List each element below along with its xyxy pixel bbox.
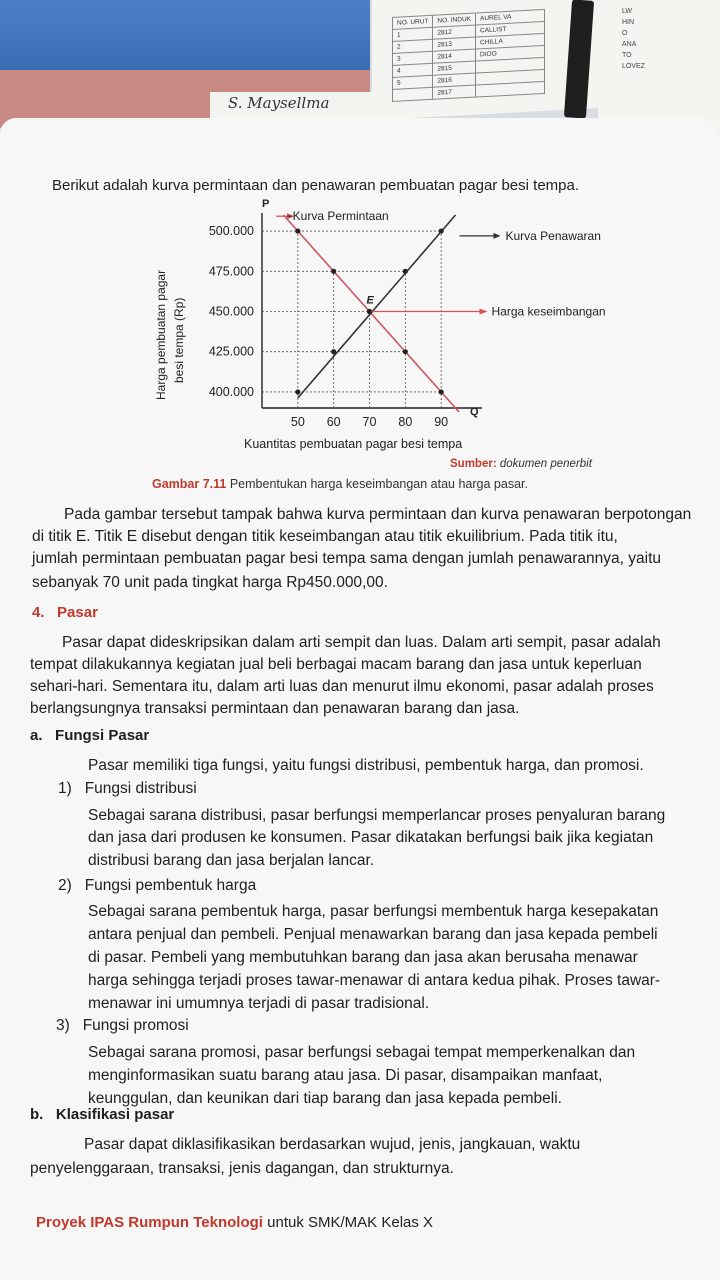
roster-cell: 2815 (433, 61, 476, 75)
figure-source (450, 458, 592, 470)
caption-text: Pembentukan harga keseimbangan atau harga pasar. (229, 477, 528, 491)
para1-line: di titik E. Titik E disebut dengan titik keseimbangan atau titik ekuilibrium. Pada titik itu, (32, 528, 618, 545)
subsection-a-heading (30, 726, 149, 746)
roster-cell: 1 (393, 27, 433, 41)
x-tick-label: 90 (434, 415, 449, 429)
roster-header: NO. URUT (393, 15, 433, 29)
para1-line: Pada gambar tersebut tampak bahwa kurva permintaan dan kurva penawaran berpotongan (64, 506, 692, 523)
section-number: 4. (32, 604, 45, 621)
roster-cell: 2 (393, 39, 433, 53)
signature: S. Maysellma (228, 94, 330, 112)
y-tick-label: 500.000 (208, 224, 254, 239)
figure-caption (152, 477, 528, 491)
roster-cell: 3 (393, 51, 433, 65)
page-footer (36, 1214, 433, 1231)
subsection-b-heading (30, 1105, 174, 1125)
para2-line: tempat dilakukannya kegiatan jual beli berbagai macam barang dan jasa untuk keperluan (30, 656, 642, 673)
para2-line: Pasar dapat dideskripsikan dalam arti sempit dan luas. Dalam arti sempit, pasar adalah (62, 634, 661, 651)
x-axis-letter: Q (470, 406, 479, 418)
subsection-b-label: b. (30, 1106, 44, 1123)
y-axis-label-line1: Harga pembuatan pagar (154, 269, 168, 400)
x-tick-label: 70 (362, 415, 377, 429)
para2-line: sehari-hari. Sementara itu, dalam arti luas dan menurut ilmu ekonomi, pasar adalah proses (30, 678, 654, 695)
roster-cell: 2813 (433, 37, 476, 51)
source-text: dokumen penerbit (499, 458, 592, 470)
supply-curve (298, 215, 456, 398)
section-title: Pasar (57, 604, 98, 621)
roster-cell (393, 87, 433, 101)
para2-line: berlangsungnya transaksi permintaan dan penawaran barang dan jasa. (30, 700, 520, 717)
section-heading (32, 603, 98, 623)
x-tick-label: 50 (290, 415, 305, 429)
roster-name: DIOO (476, 45, 545, 61)
y-tick-label: 450.000 (208, 304, 254, 319)
f3-line: menginformasikan suatu barang atau jasa. Di pasar, disampaikan manfaat, (88, 1067, 603, 1084)
supply-point (295, 389, 300, 394)
x-axis-label: Kuantitas pembuatan pagar besi tempa (244, 437, 463, 451)
x-tick-label: 80 (398, 415, 413, 429)
f2-line: di pasar. Pembeli yang membutuhkan barang dan jasa akan berusaha menawar (88, 949, 638, 966)
source-label: Sumber: (450, 458, 497, 470)
supply-label-arrowhead (494, 233, 501, 239)
list-item-3-heading: 3) Fungsi promosi (56, 1017, 189, 1034)
y-tick-label: 475.000 (208, 264, 254, 279)
footer-text: untuk SMK/MAK Kelas X (262, 1214, 434, 1231)
intro-text: Berikut adalah kurva permintaan dan penawaran pembuatan pagar besi tempa. (52, 177, 580, 194)
demand-point (439, 389, 444, 394)
f1-line: dan jasa dari produsen ke konsumen. Pasar dikatakan berfungsi baik jika kegiatan (88, 829, 654, 846)
roster-cell: 4 (393, 63, 433, 77)
y-axis-letter: P (262, 198, 270, 210)
supply-demand-chart (150, 195, 620, 460)
subsection-b-title: Klasifikasi pasar (55, 1106, 175, 1123)
subsection-a-title: Fungsi Pasar (55, 727, 150, 744)
f1-line: Sebagai sarana distribusi, pasar berfungsi memperlancar proses penyaluran barang (88, 807, 666, 824)
supply-point (367, 309, 372, 314)
roster-table (392, 9, 545, 102)
roster-cell: 2814 (433, 49, 476, 63)
roster-name: CALLIST (476, 21, 545, 37)
demand-point (295, 228, 300, 233)
f3-line: Sebagai sarana promosi, pasar berfungsi sebagai tempat memperkenalkan dan (88, 1044, 636, 1061)
para1-line: jumlah permintaan pembuatan pagar besi tempa sama dengan jumlah penawarannya, yaitu (32, 550, 662, 567)
demand-curve-label: Kurva Permintaan (292, 209, 389, 224)
supply-curve-label: Kurva Penawaran (505, 228, 601, 243)
right-roster-names: LW HIN O ANA TO LOVEZ (622, 8, 645, 70)
f2-line: antara penjual dan pembeli. Penjual menawarkan barang dan jasa kepada pembeli (88, 926, 658, 943)
x-tick-label: 60 (326, 415, 341, 429)
roster-name: AUREL VA (476, 9, 545, 25)
equilibrium-label: E (366, 294, 374, 307)
para-b-line: Pasar dapat diklasifikasikan berdasarkan wujud, jenis, jangkauan, waktu (84, 1136, 581, 1153)
roster-cell: 5 (393, 75, 433, 89)
demand-point (331, 269, 336, 274)
f2-line: Sebagai sarana pembentuk harga, pasar berfungsi membentuk harga kesepakatan (88, 903, 659, 920)
roster-cell: 2812 (433, 25, 476, 39)
roster-cell: 2817 (433, 85, 476, 99)
para-b-line: penyelenggaraan, transaksi, jenis dagangan, dan strukturnya. (30, 1160, 454, 1177)
caption-label: Gambar 7.11 (152, 477, 227, 491)
y-axis-label-line2: besi tempa (Rp) (172, 297, 186, 383)
f1-line: distribusi barang dan jasa berjalan lancar. (88, 852, 375, 869)
demand-point (403, 349, 408, 354)
roster-cell: 2816 (433, 73, 476, 87)
roster-header: NO. INDUK (433, 13, 476, 27)
f3-line: keunggulan, dan keunikan dari tiap barang dan jasa kepada pembeli. (88, 1090, 562, 1107)
subsection-a-label: a. (30, 727, 43, 744)
f2-line: harga sehingga terjadi proses tawar-menawar di antara kedua pihak. Proses tawar- (88, 972, 661, 989)
para1-line: sebanyak 70 unit pada tingkat harga Rp450.000,00. (32, 574, 388, 591)
supply-point (403, 269, 408, 274)
footer-emphasis: Proyek IPAS Rumpun Teknologi (36, 1214, 263, 1231)
roster-name: CHILLA (476, 33, 545, 49)
list-item-2-heading: 2) Fungsi pembentuk harga (58, 877, 257, 894)
equilibrium-price-label: Harga keseimbangan (491, 304, 606, 319)
equilibrium-arrowhead (480, 309, 488, 315)
list-item-1-heading: 1) Fungsi distribusi (58, 780, 197, 797)
f2-line: menawar ini umumnya terjadi di pasar tradisional. (88, 995, 430, 1012)
y-tick-label: 425.000 (208, 344, 254, 359)
para-a: Pasar memiliki tiga fungsi, yaitu fungsi distribusi, pembentuk harga, dan promosi. (88, 757, 644, 774)
y-tick-label: 400.000 (208, 384, 254, 399)
supply-point (439, 228, 444, 233)
supply-point (331, 349, 336, 354)
